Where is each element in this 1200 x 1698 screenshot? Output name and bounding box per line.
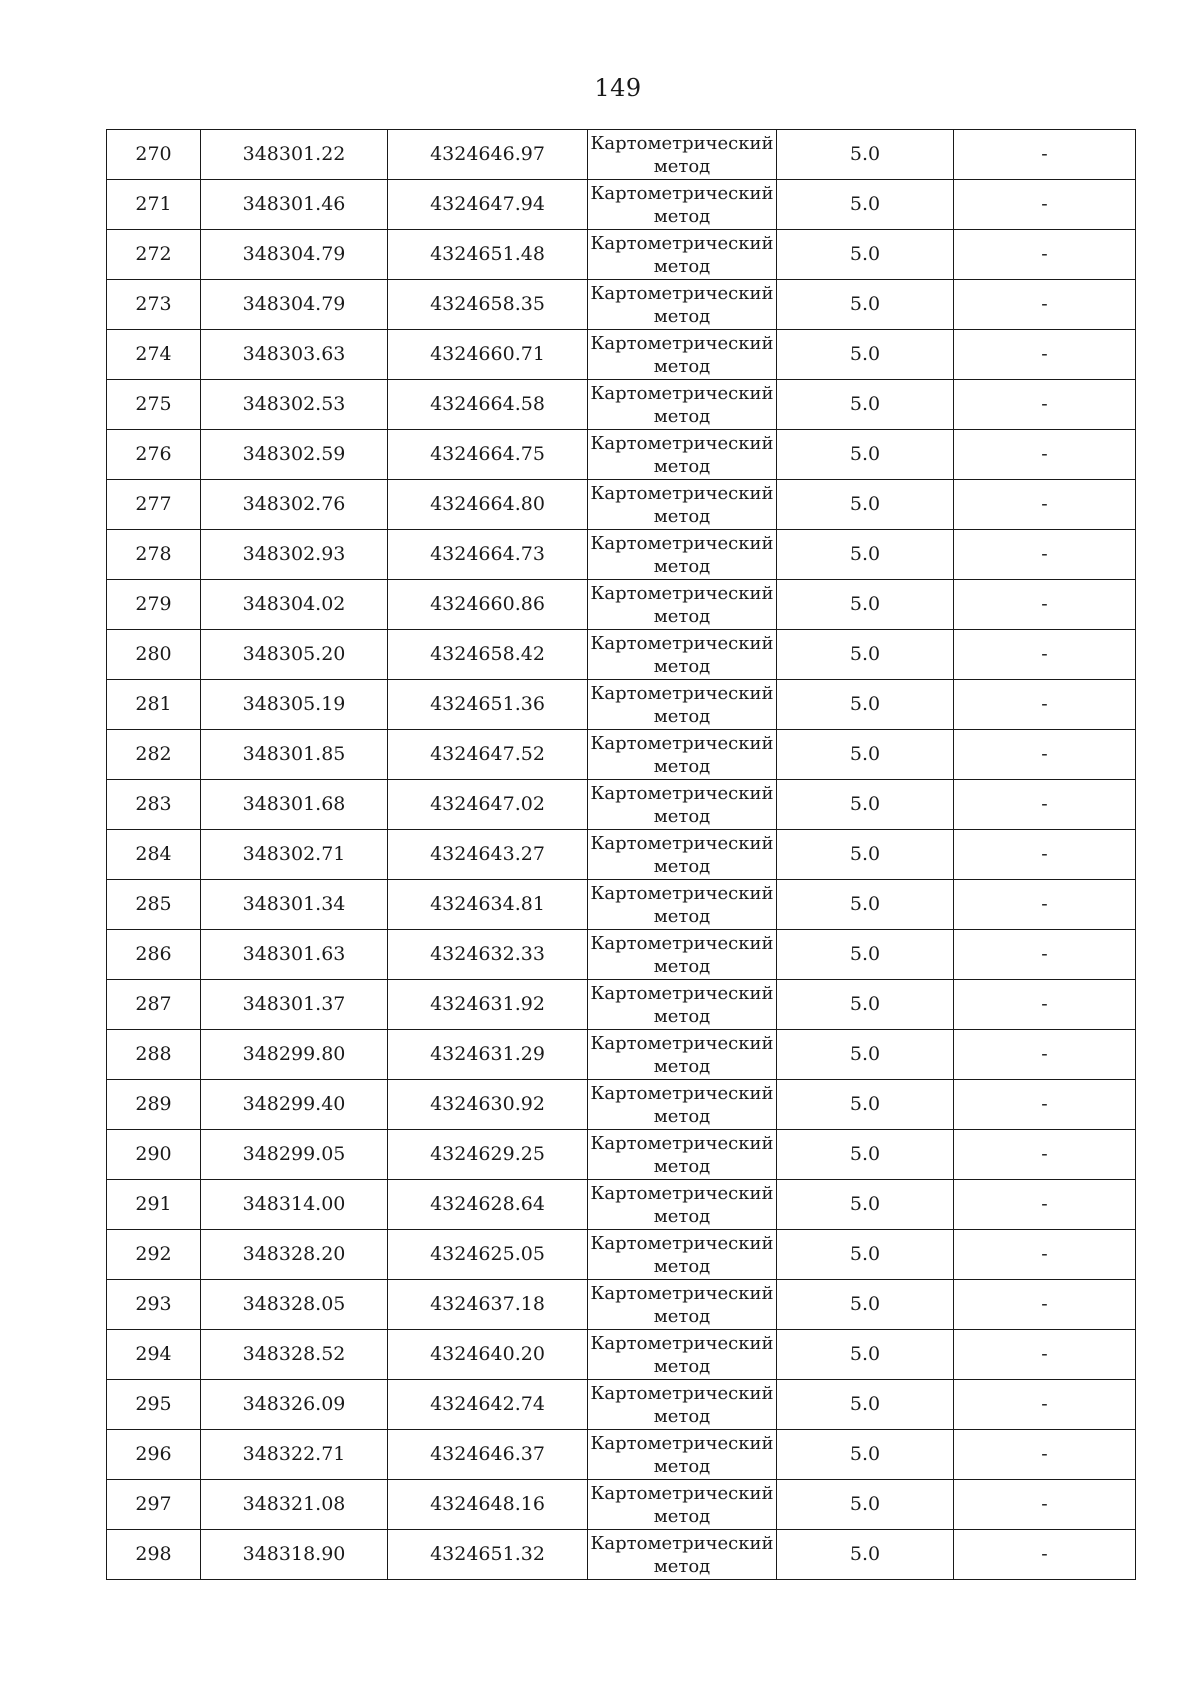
x-coordinate-cell: 348305.20: [201, 630, 388, 680]
point-number-cell: 281: [107, 680, 201, 730]
coordinates-table-body: [107, 130, 1136, 1580]
method-cell: [588, 330, 777, 380]
accuracy-cell: 5.0: [777, 1530, 954, 1580]
accuracy-cell: 5.0: [777, 280, 954, 330]
note-cell: -: [954, 780, 1136, 830]
y-coordinate-cell: 4324625.05: [388, 1230, 588, 1280]
x-coordinate-cell: 348299.05: [201, 1130, 388, 1180]
x-coordinate-cell: 348318.90: [201, 1530, 388, 1580]
point-number-cell: 275: [107, 380, 201, 430]
note-cell: -: [954, 630, 1136, 680]
accuracy-cell: 5.0: [777, 1330, 954, 1380]
accuracy-cell: 5.0: [777, 1180, 954, 1230]
note-cell: -: [954, 1080, 1136, 1130]
accuracy-cell: 5.0: [777, 230, 954, 280]
note-cell: -: [954, 330, 1136, 380]
x-coordinate-cell: 348302.59: [201, 430, 388, 480]
table-row: [107, 280, 1136, 330]
method-line-1: Картометрический: [590, 433, 774, 454]
method-cell: [588, 880, 777, 930]
method-line-2: метод: [653, 1506, 711, 1527]
method-line-2: метод: [653, 256, 711, 277]
x-coordinate-cell: 348301.22: [201, 130, 388, 180]
accuracy-cell: 5.0: [777, 1230, 954, 1280]
point-number-cell: 290: [107, 1130, 201, 1180]
method-line-1: Картометрический: [590, 1183, 774, 1204]
table-row: [107, 1080, 1136, 1130]
method-cell: [588, 480, 777, 530]
accuracy-cell: 5.0: [777, 630, 954, 680]
y-coordinate-cell: 4324640.20: [388, 1330, 588, 1380]
x-coordinate-cell: 348302.53: [201, 380, 388, 430]
method-line-2: метод: [653, 706, 711, 727]
point-number-cell: 273: [107, 280, 201, 330]
coordinates-table: [106, 129, 1136, 1580]
note-cell: -: [954, 830, 1136, 880]
method-cell: [588, 730, 777, 780]
table-row: [107, 1130, 1136, 1180]
table-row: [107, 430, 1136, 480]
accuracy-cell: 5.0: [777, 780, 954, 830]
point-number-cell: 279: [107, 580, 201, 630]
note-cell: -: [954, 880, 1136, 930]
method-cell: [588, 130, 777, 180]
table-row: [107, 880, 1136, 930]
method-line-1: Картометрический: [590, 533, 774, 554]
point-number-cell: 295: [107, 1380, 201, 1430]
note-cell: -: [954, 430, 1136, 480]
note-cell: -: [954, 280, 1136, 330]
point-number-cell: 287: [107, 980, 201, 1030]
x-coordinate-cell: 348301.63: [201, 930, 388, 980]
point-number-cell: 297: [107, 1480, 201, 1530]
point-number-cell: 270: [107, 130, 201, 180]
method-line-1: Картометрический: [590, 783, 774, 804]
point-number-cell: 272: [107, 230, 201, 280]
table-row: [107, 1380, 1136, 1430]
note-cell: -: [954, 680, 1136, 730]
method-line-1: Картометрический: [590, 683, 774, 704]
method-line-2: метод: [653, 1256, 711, 1277]
method-line-2: метод: [653, 1006, 711, 1027]
point-number-cell: 294: [107, 1330, 201, 1380]
y-coordinate-cell: 4324664.75: [388, 430, 588, 480]
point-number-cell: 285: [107, 880, 201, 930]
x-coordinate-cell: 348326.09: [201, 1380, 388, 1430]
method-line-1: Картометрический: [590, 1033, 774, 1054]
table-row: [107, 230, 1136, 280]
method-cell: [588, 780, 777, 830]
y-coordinate-cell: 4324664.73: [388, 530, 588, 580]
table-row: [107, 980, 1136, 1030]
table-row: [107, 1230, 1136, 1280]
note-cell: -: [954, 530, 1136, 580]
table-row: [107, 1430, 1136, 1480]
point-number-cell: 282: [107, 730, 201, 780]
x-coordinate-cell: 348302.71: [201, 830, 388, 880]
y-coordinate-cell: 4324648.16: [388, 1480, 588, 1530]
note-cell: -: [954, 930, 1136, 980]
y-coordinate-cell: 4324628.64: [388, 1180, 588, 1230]
point-number-cell: 276: [107, 430, 201, 480]
method-line-2: метод: [653, 456, 711, 477]
x-coordinate-cell: 348328.20: [201, 1230, 388, 1280]
method-line-1: Картометрический: [590, 383, 774, 404]
table-row: [107, 130, 1136, 180]
point-number-cell: 296: [107, 1430, 201, 1480]
method-line-2: метод: [653, 1406, 711, 1427]
method-cell: [588, 980, 777, 1030]
note-cell: -: [954, 1280, 1136, 1330]
method-cell: [588, 230, 777, 280]
accuracy-cell: 5.0: [777, 380, 954, 430]
method-line-1: Картометрический: [590, 1383, 774, 1404]
y-coordinate-cell: 4324658.42: [388, 630, 588, 680]
x-coordinate-cell: 348328.05: [201, 1280, 388, 1330]
method-cell: [588, 930, 777, 980]
point-number-cell: 291: [107, 1180, 201, 1230]
accuracy-cell: 5.0: [777, 1030, 954, 1080]
method-line-1: Картометрический: [590, 983, 774, 1004]
method-line-2: метод: [653, 656, 711, 677]
table-row: [107, 780, 1136, 830]
y-coordinate-cell: 4324642.74: [388, 1380, 588, 1430]
table-row: [107, 1530, 1136, 1580]
x-coordinate-cell: 348304.79: [201, 280, 388, 330]
method-line-2: метод: [653, 206, 711, 227]
point-number-cell: 274: [107, 330, 201, 380]
x-coordinate-cell: 348301.34: [201, 880, 388, 930]
y-coordinate-cell: 4324647.52: [388, 730, 588, 780]
method-cell: [588, 1080, 777, 1130]
method-line-2: метод: [653, 306, 711, 327]
accuracy-cell: 5.0: [777, 480, 954, 530]
point-number-cell: 289: [107, 1080, 201, 1130]
method-line-1: Картометрический: [590, 1483, 774, 1504]
note-cell: -: [954, 230, 1136, 280]
method-cell: [588, 530, 777, 580]
accuracy-cell: 5.0: [777, 1380, 954, 1430]
method-line-1: Картометрический: [590, 1533, 774, 1554]
note-cell: -: [954, 1030, 1136, 1080]
note-cell: -: [954, 1330, 1136, 1380]
method-line-1: Картометрический: [590, 733, 774, 754]
method-line-2: метод: [653, 356, 711, 377]
point-number-cell: 292: [107, 1230, 201, 1280]
method-line-1: Картометрический: [590, 133, 774, 154]
point-number-cell: 278: [107, 530, 201, 580]
x-coordinate-cell: 348314.00: [201, 1180, 388, 1230]
method-line-2: метод: [653, 1156, 711, 1177]
x-coordinate-cell: 348299.80: [201, 1030, 388, 1080]
accuracy-cell: 5.0: [777, 980, 954, 1030]
note-cell: -: [954, 180, 1136, 230]
point-number-cell: 293: [107, 1280, 201, 1330]
method-cell: [588, 1180, 777, 1230]
method-cell: [588, 1230, 777, 1280]
accuracy-cell: 5.0: [777, 730, 954, 780]
method-cell: [588, 380, 777, 430]
y-coordinate-cell: 4324646.37: [388, 1430, 588, 1480]
table-row: [107, 730, 1136, 780]
accuracy-cell: 5.0: [777, 180, 954, 230]
x-coordinate-cell: 348301.68: [201, 780, 388, 830]
method-line-2: метод: [653, 606, 711, 627]
method-cell: [588, 1130, 777, 1180]
note-cell: -: [954, 1180, 1136, 1230]
x-coordinate-cell: 348304.79: [201, 230, 388, 280]
y-coordinate-cell: 4324643.27: [388, 830, 588, 880]
method-cell: [588, 1280, 777, 1330]
note-cell: -: [954, 1430, 1136, 1480]
accuracy-cell: 5.0: [777, 530, 954, 580]
table-row: [107, 1280, 1136, 1330]
x-coordinate-cell: 348301.46: [201, 180, 388, 230]
method-line-2: метод: [653, 806, 711, 827]
x-coordinate-cell: 348301.85: [201, 730, 388, 780]
method-line-1: Картометрический: [590, 283, 774, 304]
y-coordinate-cell: 4324651.36: [388, 680, 588, 730]
y-coordinate-cell: 4324647.02: [388, 780, 588, 830]
note-cell: -: [954, 1230, 1136, 1280]
method-line-1: Картометрический: [590, 1283, 774, 1304]
table-row: [107, 380, 1136, 430]
method-cell: [588, 630, 777, 680]
method-cell: [588, 830, 777, 880]
method-line-2: метод: [653, 1056, 711, 1077]
y-coordinate-cell: 4324647.94: [388, 180, 588, 230]
note-cell: -: [954, 480, 1136, 530]
x-coordinate-cell: 348299.40: [201, 1080, 388, 1130]
method-line-1: Картометрический: [590, 633, 774, 654]
table-row: [107, 180, 1136, 230]
method-line-1: Картометрический: [590, 233, 774, 254]
note-cell: -: [954, 1130, 1136, 1180]
note-cell: -: [954, 980, 1136, 1030]
method-line-1: Картометрический: [590, 933, 774, 954]
method-line-1: Картометрический: [590, 583, 774, 604]
y-coordinate-cell: 4324664.80: [388, 480, 588, 530]
accuracy-cell: 5.0: [777, 130, 954, 180]
method-line-1: Картометрический: [590, 1433, 774, 1454]
y-coordinate-cell: 4324630.92: [388, 1080, 588, 1130]
y-coordinate-cell: 4324664.58: [388, 380, 588, 430]
y-coordinate-cell: 4324658.35: [388, 280, 588, 330]
point-number-cell: 271: [107, 180, 201, 230]
method-line-1: Картометрический: [590, 1233, 774, 1254]
method-line-2: метод: [653, 856, 711, 877]
method-cell: [588, 1530, 777, 1580]
accuracy-cell: 5.0: [777, 1080, 954, 1130]
note-cell: -: [954, 730, 1136, 780]
x-coordinate-cell: 348302.93: [201, 530, 388, 580]
x-coordinate-cell: 348303.63: [201, 330, 388, 380]
y-coordinate-cell: 4324651.48: [388, 230, 588, 280]
method-line-2: метод: [653, 556, 711, 577]
x-coordinate-cell: 348302.76: [201, 480, 388, 530]
method-line-2: метод: [653, 1456, 711, 1477]
method-line-1: Картометрический: [590, 183, 774, 204]
table-row: [107, 1180, 1136, 1230]
note-cell: -: [954, 1380, 1136, 1430]
x-coordinate-cell: 348321.08: [201, 1480, 388, 1530]
method-cell: [588, 1480, 777, 1530]
method-cell: [588, 1380, 777, 1430]
y-coordinate-cell: 4324629.25: [388, 1130, 588, 1180]
method-line-1: Картометрический: [590, 1333, 774, 1354]
method-line-2: метод: [653, 906, 711, 927]
table-row: [107, 1030, 1136, 1080]
y-coordinate-cell: 4324634.81: [388, 880, 588, 930]
note-cell: -: [954, 380, 1136, 430]
method-line-1: Картометрический: [590, 333, 774, 354]
method-cell: [588, 1430, 777, 1480]
accuracy-cell: 5.0: [777, 330, 954, 380]
accuracy-cell: 5.0: [777, 1430, 954, 1480]
y-coordinate-cell: 4324660.71: [388, 330, 588, 380]
x-coordinate-cell: 348304.02: [201, 580, 388, 630]
method-line-2: метод: [653, 956, 711, 977]
method-line-1: Картометрический: [590, 883, 774, 904]
page-number: 149: [594, 74, 642, 102]
table-row: [107, 580, 1136, 630]
method-line-1: Картометрический: [590, 483, 774, 504]
accuracy-cell: 5.0: [777, 830, 954, 880]
accuracy-cell: 5.0: [777, 1280, 954, 1330]
y-coordinate-cell: 4324631.92: [388, 980, 588, 1030]
accuracy-cell: 5.0: [777, 1480, 954, 1530]
method-cell: [588, 180, 777, 230]
table-row: [107, 930, 1136, 980]
point-number-cell: 284: [107, 830, 201, 880]
point-number-cell: 286: [107, 930, 201, 980]
accuracy-cell: 5.0: [777, 680, 954, 730]
table-row: [107, 680, 1136, 730]
note-cell: -: [954, 1480, 1136, 1530]
accuracy-cell: 5.0: [777, 930, 954, 980]
method-line-2: метод: [653, 156, 711, 177]
method-line-2: метод: [653, 1306, 711, 1327]
method-line-2: метод: [653, 756, 711, 777]
table-row: [107, 1330, 1136, 1380]
point-number-cell: 298: [107, 1530, 201, 1580]
accuracy-cell: 5.0: [777, 880, 954, 930]
x-coordinate-cell: 348322.71: [201, 1430, 388, 1480]
accuracy-cell: 5.0: [777, 430, 954, 480]
note-cell: -: [954, 1530, 1136, 1580]
x-coordinate-cell: 348301.37: [201, 980, 388, 1030]
method-line-1: Картометрический: [590, 1133, 774, 1154]
table-row: [107, 480, 1136, 530]
method-line-2: метод: [653, 1356, 711, 1377]
method-line-1: Картометрический: [590, 833, 774, 854]
y-coordinate-cell: 4324632.33: [388, 930, 588, 980]
accuracy-cell: 5.0: [777, 1130, 954, 1180]
method-line-2: метод: [653, 1106, 711, 1127]
method-cell: [588, 430, 777, 480]
method-cell: [588, 1030, 777, 1080]
table-row: [107, 830, 1136, 880]
method-line-2: метод: [653, 1206, 711, 1227]
method-cell: [588, 280, 777, 330]
table-row: [107, 530, 1136, 580]
y-coordinate-cell: 4324637.18: [388, 1280, 588, 1330]
x-coordinate-cell: 348328.52: [201, 1330, 388, 1380]
point-number-cell: 280: [107, 630, 201, 680]
method-cell: [588, 1330, 777, 1380]
x-coordinate-cell: 348305.19: [201, 680, 388, 730]
table-row: [107, 630, 1136, 680]
point-number-cell: 283: [107, 780, 201, 830]
y-coordinate-cell: 4324651.32: [388, 1530, 588, 1580]
point-number-cell: 277: [107, 480, 201, 530]
method-line-1: Картометрический: [590, 1083, 774, 1104]
table-row: [107, 1480, 1136, 1530]
y-coordinate-cell: 4324646.97: [388, 130, 588, 180]
note-cell: -: [954, 580, 1136, 630]
y-coordinate-cell: 4324631.29: [388, 1030, 588, 1080]
method-line-2: метод: [653, 406, 711, 427]
method-line-2: метод: [653, 506, 711, 527]
method-line-2: метод: [653, 1556, 711, 1577]
table-row: [107, 330, 1136, 380]
method-cell: [588, 680, 777, 730]
y-coordinate-cell: 4324660.86: [388, 580, 588, 630]
accuracy-cell: 5.0: [777, 580, 954, 630]
method-cell: [588, 580, 777, 630]
note-cell: -: [954, 130, 1136, 180]
point-number-cell: 288: [107, 1030, 201, 1080]
